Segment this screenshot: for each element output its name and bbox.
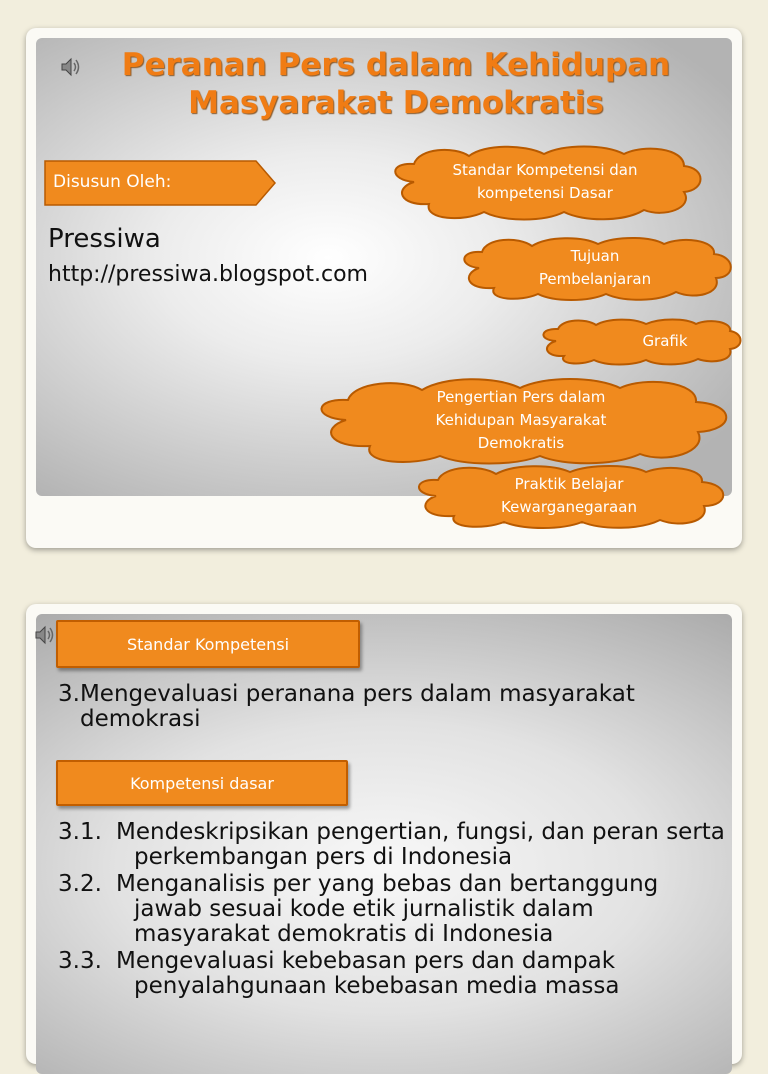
sk-text [58, 682, 718, 732]
cloud-tujuan[interactable] [454, 234, 736, 302]
kd-text: Menganalisis per yang bebas dan bertanggung jawab sesuai kode etik jurnalistik dalam masyarakat demokratis di Indonesia [116, 871, 659, 947]
cloud-label: Standar Kompetensi dan kompetensi Dasar [452, 161, 638, 202]
slide-1 [36, 38, 732, 516]
author-name: Pressiwa [48, 224, 161, 254]
speaker-icon[interactable] [34, 624, 56, 646]
cloud-grafik[interactable] [536, 316, 744, 366]
kompetensi-dasar-tab: Kompetensi dasar [56, 760, 348, 806]
slide-card-2 [26, 604, 742, 1064]
cloud-praktik[interactable] [408, 462, 730, 530]
cloud-standar-kompetensi[interactable] [384, 142, 706, 222]
cloud-pengertian[interactable] [306, 374, 736, 466]
cloud-label: Tujuan Pembelanjaran [538, 247, 652, 288]
author-label-box [44, 160, 276, 206]
kd-list [58, 820, 728, 999]
cloud-label: Grafik [642, 331, 688, 350]
kd-num: 3.1. [58, 819, 102, 845]
kd-num: 3.3. [58, 948, 102, 974]
author-label: Disusun Oleh: [53, 172, 172, 192]
sk-text-content: 3.Mengevaluasi peranana pers dalam masyarakat demokrasi [58, 681, 635, 732]
list-item [58, 949, 728, 999]
slide-card-1 [26, 28, 742, 548]
author-url[interactable]: http://pressiwa.blogspot.com [48, 262, 368, 287]
slide-2 [36, 614, 732, 1074]
list-item [58, 872, 728, 947]
standar-kompetensi-tab: Standar Kompetensi [56, 620, 360, 668]
kd-text: Mengevaluasi kebebasan pers dan dampak penyalahgunaan kebebasan media massa [116, 948, 620, 999]
kd-text: Mendeskripsikan pengertian, fungsi, dan peran serta perkembangan pers di Indonesia [116, 819, 725, 870]
slide-title: Peranan Pers dalam Kehidupan Masyarakat Demokratis [121, 47, 671, 121]
list-item [58, 820, 728, 870]
cloud-label: Pengertian Pers dalam Kehidupan Masyarakat Demokratis [435, 387, 607, 452]
kd-num: 3.2. [58, 871, 102, 897]
cloud-label: Praktik Belajar Kewarganegaraan [501, 475, 637, 516]
